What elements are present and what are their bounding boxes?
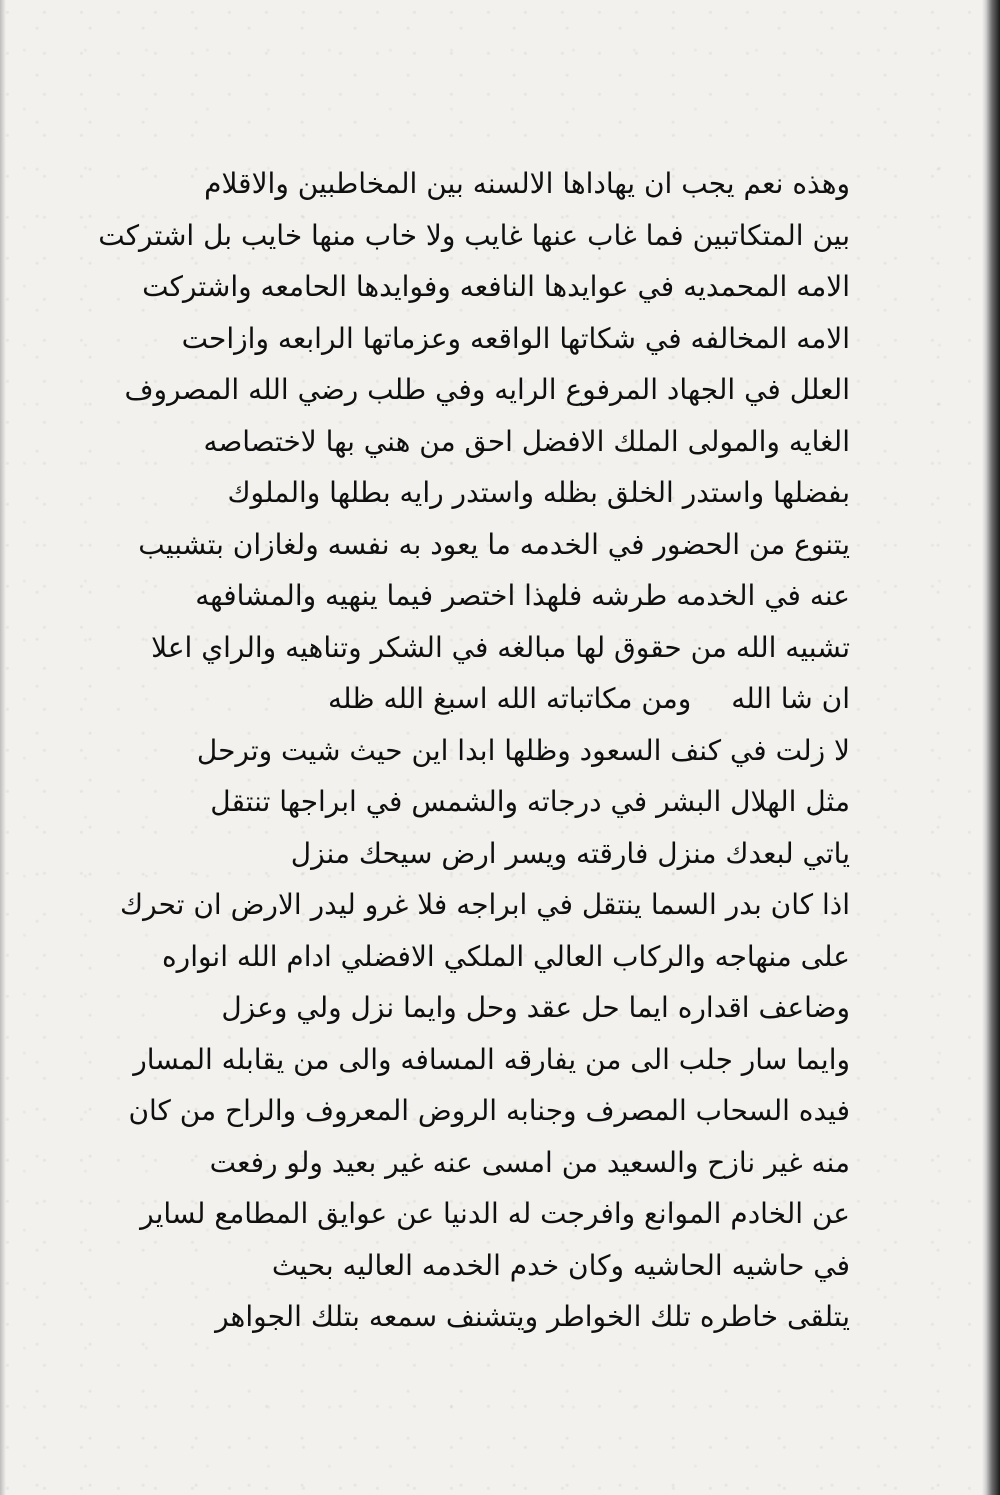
manuscript-line: وايما سار جلب الى من يفارقه المسافه والى من يقابله المسار <box>133 1042 850 1076</box>
manuscript-line: مثل الهلال البشر في درجاته والشمس في ابراجها تنتقل <box>210 785 850 818</box>
inline-rubric: ومن مكاتباته الله اسبغ الله ظله <box>328 682 692 715</box>
manuscript-text-block <box>80 158 850 1343</box>
manuscript-line-start: ان شا الله <box>731 682 850 715</box>
manuscript-line: يتلقى خاطره تلك الخواطر ويتشنف سمعه بتلك الجواهر <box>215 1300 850 1333</box>
manuscript-line: ياتي لبعدك منزل فارقته ويسر ارض سيحك منزل <box>290 836 850 870</box>
manuscript-line-with-rubric <box>80 673 850 725</box>
manuscript-line: بين المتكاتبين فما غاب عنها غايب ولا خاب منها خايب بل اشتركت <box>98 218 850 252</box>
manuscript-line: فيده السحاب المصرف وجنابه الروض المعروف والراح من كان <box>128 1094 850 1127</box>
manuscript-line: منه غير نازح والسعيد من امسى عنه غير بعيد ولو رفعت <box>209 1145 850 1179</box>
manuscript-line: وهذه نعم يجب ان يهاداها الالسنه بين المخاطبين والاقلام <box>204 167 850 200</box>
manuscript-line: تشبيه الله من حقوق لها مبالغه في الشكر وتناهيه والراي اعلا <box>151 630 850 664</box>
manuscript-line: لا زلت في كنف السعود وظلها ابدا اين حيث شيت وترحل <box>196 733 850 767</box>
manuscript-line: يتنوع من الحضور في الخدمه ما يعود به نفسه ولغازان بتشبيب <box>138 527 850 561</box>
manuscript-line: وضاعف اقداره ايما حل عقد وحل وايما نزل ولي وعزل <box>221 991 850 1024</box>
manuscript-line: عنه في الخدمه طرشه فلهذا اختصر فيما ينهيه والمشافهه <box>195 579 850 612</box>
page-left-edge <box>0 0 6 1495</box>
manuscript-line: عن الخادم الموانع وافرجت له الدنيا عن عوايق المطامع لساير <box>140 1197 850 1230</box>
manuscript-line: الامه المحمديه في عوايدها النافعه وفوايدها الحامعه واشتركت <box>142 270 850 303</box>
manuscript-line: بفضلها واستدر الخلق بظله واستدر رايه بطلها والملوك <box>227 476 850 509</box>
manuscript-line: على منهاجه والركاب العالي الملكي الافضلي ادام الله انواره <box>162 939 850 973</box>
page-right-edge-shadow <box>982 0 1000 1495</box>
manuscript-line: العلل في الجهاد المرفوع الرايه وفي طلب رضي الله المصروف <box>124 373 850 406</box>
manuscript-line: الغايه والمولى الملك الافضل احق من هني بها لاختصاصه <box>203 424 850 458</box>
manuscript-line: في حاشيه الحاشيه وكان خدم الخدمه العاليه بحيث <box>271 1248 850 1282</box>
manuscript-line: الامه المخالفه في شكاتها الواقعه وعزماتها الرابعه وازاحت <box>181 321 850 355</box>
manuscript-line: اذا كان بدر السما ينتقل في ابراجه فلا غرو ليدر الارض ان تحرك <box>120 888 850 921</box>
